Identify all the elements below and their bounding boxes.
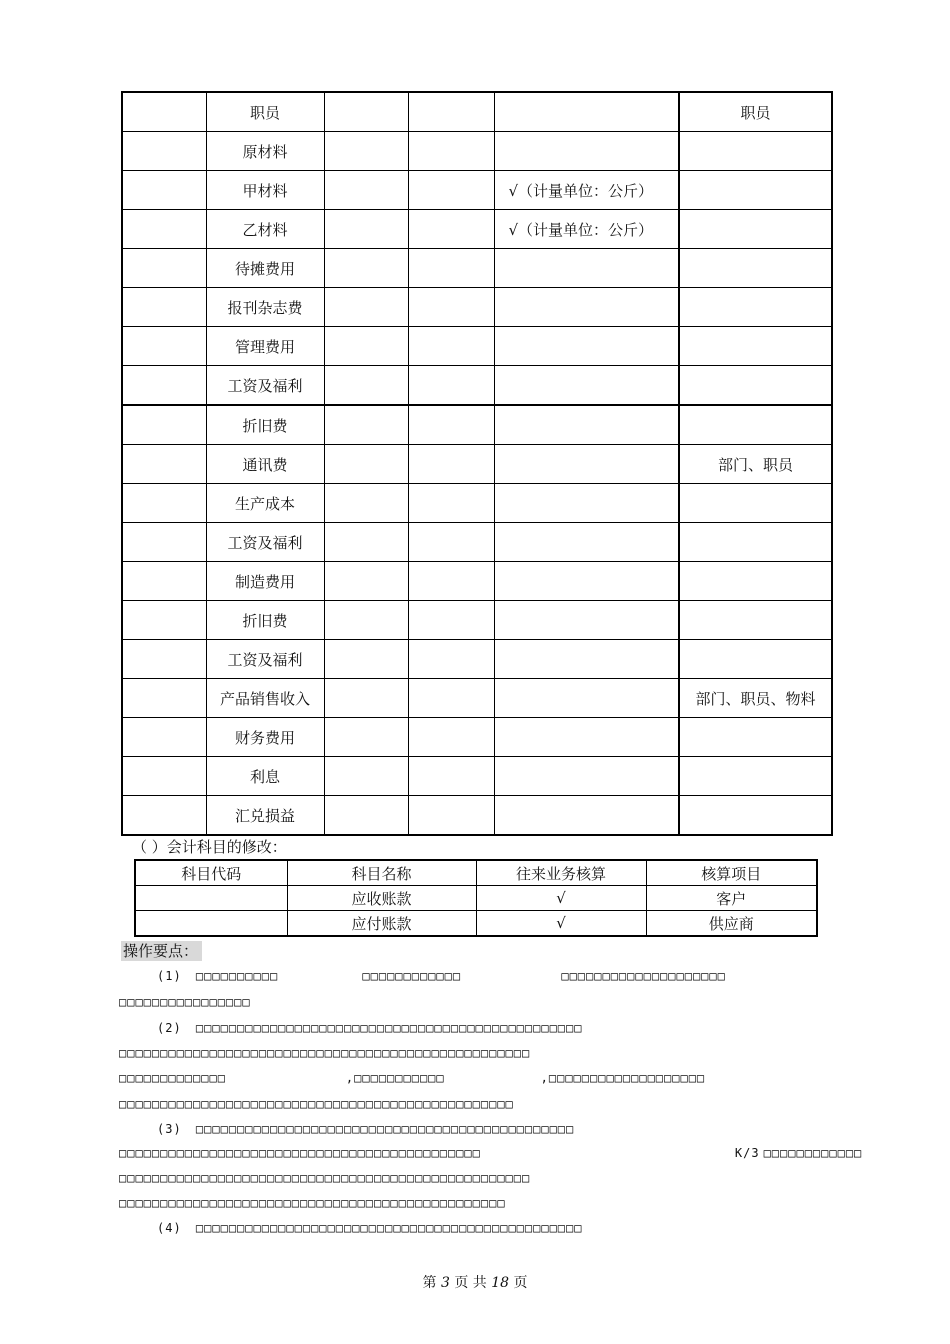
cell-subject-name: 汇兑损益 [206,796,324,836]
cell-quantity-accounting [494,249,679,288]
cell-quantity-accounting [494,718,679,757]
cell-quantity-accounting [494,366,679,406]
cell-subject-name: 职员 [206,92,324,132]
table-row [122,445,832,484]
cell-accounting-items [679,562,832,601]
cell-subject-name: 报刊杂志费 [206,288,324,327]
cell-quantity-accounting [494,288,679,327]
cell-empty [324,132,408,171]
cell-quantity-accounting [494,523,679,562]
cell-empty [324,757,408,796]
cell-subject-name: 工资及福利 [206,523,324,562]
placeholder-glyphs: □□□□□□□□□□□ [354,1071,445,1085]
table-row [122,92,832,132]
account-subjects-table [121,91,833,836]
footer-mid: 页 共 [454,1275,487,1291]
cell-code [122,484,206,523]
cell-empty [408,327,494,366]
cell-code [122,757,206,796]
comma: , [345,1071,355,1085]
cell-accounting-items [679,796,832,836]
cell-checkmark: √ [476,911,646,937]
table-row [122,327,832,366]
paragraph-1-line-1 [157,968,726,984]
cell-empty [324,171,408,210]
cell-code [122,405,206,445]
cell-code [122,796,206,836]
cell-empty [408,366,494,406]
cell-empty [324,562,408,601]
cell-accounting-items [679,366,832,406]
cell-empty [408,523,494,562]
cell-subject-name: 甲材料 [206,171,324,210]
cell-quantity-accounting [494,405,679,445]
cell-empty [324,601,408,640]
cell-code [122,718,206,757]
cell-accounting-items: 部门、职员 [679,445,832,484]
table-row [122,601,832,640]
cell-subject-name: 利息 [206,757,324,796]
comma: , [540,1071,549,1085]
paragraph-3-line-3: □□□□□□□□□□□□□□□□□□□□□□□□□□□□□□□□□□□□□□□□□□□□□□□□□□ [119,1171,531,1185]
cell-empty [324,679,408,718]
cell-empty [408,640,494,679]
current-page-number: 3 [440,1275,450,1291]
cell-accounting-items [679,484,832,523]
cell-quantity-accounting [494,92,679,132]
cell-subject-name: 财务费用 [206,718,324,757]
table-row [122,796,832,836]
cell-empty [324,327,408,366]
paragraph-4-line-1 [157,1220,582,1236]
cell-empty [408,210,494,249]
cell-accounting-items [679,171,832,210]
cell-accounting-items [679,405,832,445]
table-row [135,886,817,911]
cell-empty [408,288,494,327]
cell-subject-name: 管理费用 [206,327,324,366]
cell-empty [408,679,494,718]
cell-code [135,911,287,937]
table-row [122,562,832,601]
cell-accounting-items [679,640,832,679]
table-row [122,523,832,562]
table-row [122,249,832,288]
footer-suffix: 页 [513,1275,528,1291]
cell-code [122,445,206,484]
cell-code [122,640,206,679]
table-row [122,679,832,718]
page-footer [0,1272,950,1292]
cell-code [122,171,206,210]
cell-empty [408,796,494,836]
table-row [122,405,832,445]
cell-empty [324,249,408,288]
cell-accounting-items [679,249,832,288]
table-caption: （ ）会计科目的修改： [132,838,287,856]
cell-empty [324,640,408,679]
table-row [122,366,832,406]
cell-empty [408,601,494,640]
cell-empty [408,249,494,288]
cell-item: 客户 [646,886,817,911]
cell-empty [324,523,408,562]
cell-subject-name: 通讯费 [206,445,324,484]
cell-accounting-items [679,327,832,366]
sub-table-header-row [135,860,817,886]
cell-empty [408,718,494,757]
cell-empty [324,484,408,523]
paragraph-3-line-4: □□□□□□□□□□□□□□□□□□□□□□□□□□□□□□□□□□□□□□□□□□□□□□□ [119,1196,506,1210]
paragraph-2-line-2: □□□□□□□□□□□□□□□□□□□□□□□□□□□□□□□□□□□□□□□□□□□□□□□□□□ [119,1046,531,1060]
cell-name: 应收账款 [287,886,476,911]
cell-quantity-accounting [494,327,679,366]
cell-empty [408,562,494,601]
paragraph-number: (3) [157,1122,182,1136]
cell-code [122,327,206,366]
cell-quantity-accounting [494,757,679,796]
cell-subject-name: 工资及福利 [206,640,324,679]
paragraph-number: (4) [157,1221,182,1235]
cell-empty [324,405,408,445]
cell-code [122,679,206,718]
cell-code [122,210,206,249]
cell-empty [324,288,408,327]
cell-empty [408,484,494,523]
cell-accounting-items [679,132,832,171]
table-row [135,911,817,937]
cell-empty [408,92,494,132]
cell-code [122,92,206,132]
table-row [122,640,832,679]
paragraph-3-line-1 [157,1121,574,1137]
placeholder-glyphs: □□□□□□□□□□□□□□□□□□□ [548,1071,706,1085]
cell-subject-name: 折旧费 [206,601,324,640]
cell-code [122,523,206,562]
cell-empty [408,445,494,484]
cell-quantity-accounting [494,484,679,523]
cell-checkmark: √ [476,886,646,911]
cell-code [122,562,206,601]
cell-accounting-items [679,718,832,757]
cell-empty [408,757,494,796]
cell-quantity-accounting [494,132,679,171]
cell-code [122,601,206,640]
cell-accounting-items: 职员 [679,92,832,132]
cell-quantity-accounting: √（计量单位：公斤） [494,210,679,249]
cell-quantity-accounting [494,640,679,679]
paragraph-number: (1) [157,969,182,983]
cell-subject-name: 工资及福利 [206,366,324,406]
placeholder-glyphs: □□□□□□□□□□□□□□□□□□□□□□□□□□□□□□□□□□□□□□□□□□□□□□ [195,1122,575,1136]
table-row [122,210,832,249]
cell-accounting-items [679,757,832,796]
cell-empty [408,405,494,445]
section-heading: 操作要点： [121,941,202,961]
cell-quantity-accounting [494,796,679,836]
cell-empty [408,132,494,171]
subject-modification-table [134,859,818,937]
cell-empty [324,210,408,249]
table-row [122,757,832,796]
paragraph-3-line-2 [119,1145,862,1161]
header-subject-name: 科目名称 [287,860,476,886]
total-page-count: 18 [491,1275,510,1291]
cell-accounting-items: 部门、职员、物料 [679,679,832,718]
cell-quantity-accounting: √（计量单位：公斤） [494,171,679,210]
cell-subject-name: 生产成本 [206,484,324,523]
cell-subject-name: 待摊费用 [206,249,324,288]
cell-accounting-items [679,288,832,327]
cell-accounting-items [679,523,832,562]
cell-empty [324,718,408,757]
table-row [122,132,832,171]
table-row [122,288,832,327]
cell-empty [324,92,408,132]
paragraph-2-line-4: □□□□□□□□□□□□□□□□□□□□□□□□□□□□□□□□□□□□□□□□□□□□□□□□ [119,1097,514,1111]
cell-empty [408,171,494,210]
placeholder-glyphs: □□□□□□□□□□□□□□□□□□□□□□□□□□□□□□□□□□□□□□□□□□□□ [119,1146,481,1160]
cell-quantity-accounting [494,445,679,484]
header-ar-ap-accounting: 往来业务核算 [476,860,646,886]
table-row [122,171,832,210]
paragraph-1-line-2: □□□□□□□□□□□□□□□□ [119,995,251,1009]
cell-code [122,132,206,171]
footer-prefix: 第 [422,1275,437,1291]
cell-quantity-accounting [494,601,679,640]
product-name: K/3 [734,1146,760,1160]
cell-accounting-items [679,210,832,249]
paragraph-2-line-3 [119,1070,705,1086]
cell-quantity-accounting [494,562,679,601]
cell-code [135,886,287,911]
cell-subject-name: 乙材料 [206,210,324,249]
paragraph-number: (2) [157,1021,182,1035]
cell-accounting-items [679,601,832,640]
header-subject-code: 科目代码 [135,860,287,886]
header-accounting-item: 核算项目 [646,860,817,886]
cell-item: 供应商 [646,911,817,937]
placeholder-glyphs: □□□□□□□□□□□□□□□□□□□□□□□□□□□□□□□□□□□□□□□□□□□□□□□ [195,1221,583,1235]
table-row [122,718,832,757]
placeholder-glyphs: □□□□□□□□□□□□□□□□□□□□□□□□□□□□□□□□□□□□□□□□□□□□□□□ [195,1021,583,1035]
placeholder-glyphs: □□□□□□□□□□□□□ [119,1071,226,1085]
cell-empty [324,445,408,484]
placeholder-glyphs: □□□□□□□□□□□□ [362,969,462,983]
cell-subject-name: 原材料 [206,132,324,171]
cell-name: 应付账款 [287,911,476,937]
cell-empty [324,366,408,406]
paragraph-2-line-1 [157,1020,582,1036]
placeholder-glyphs: □□□□□□□□□□ [195,969,279,983]
placeholder-glyphs: □□□□□□□□□□□□ [763,1146,863,1160]
cell-quantity-accounting [494,679,679,718]
table-row [122,484,832,523]
cell-code [122,249,206,288]
cell-subject-name: 制造费用 [206,562,324,601]
cell-empty [324,796,408,836]
cell-subject-name: 折旧费 [206,405,324,445]
cell-subject-name: 产品销售收入 [206,679,324,718]
cell-code [122,366,206,406]
placeholder-glyphs: □□□□□□□□□□□□□□□□□□□□ [561,969,726,983]
cell-code [122,288,206,327]
